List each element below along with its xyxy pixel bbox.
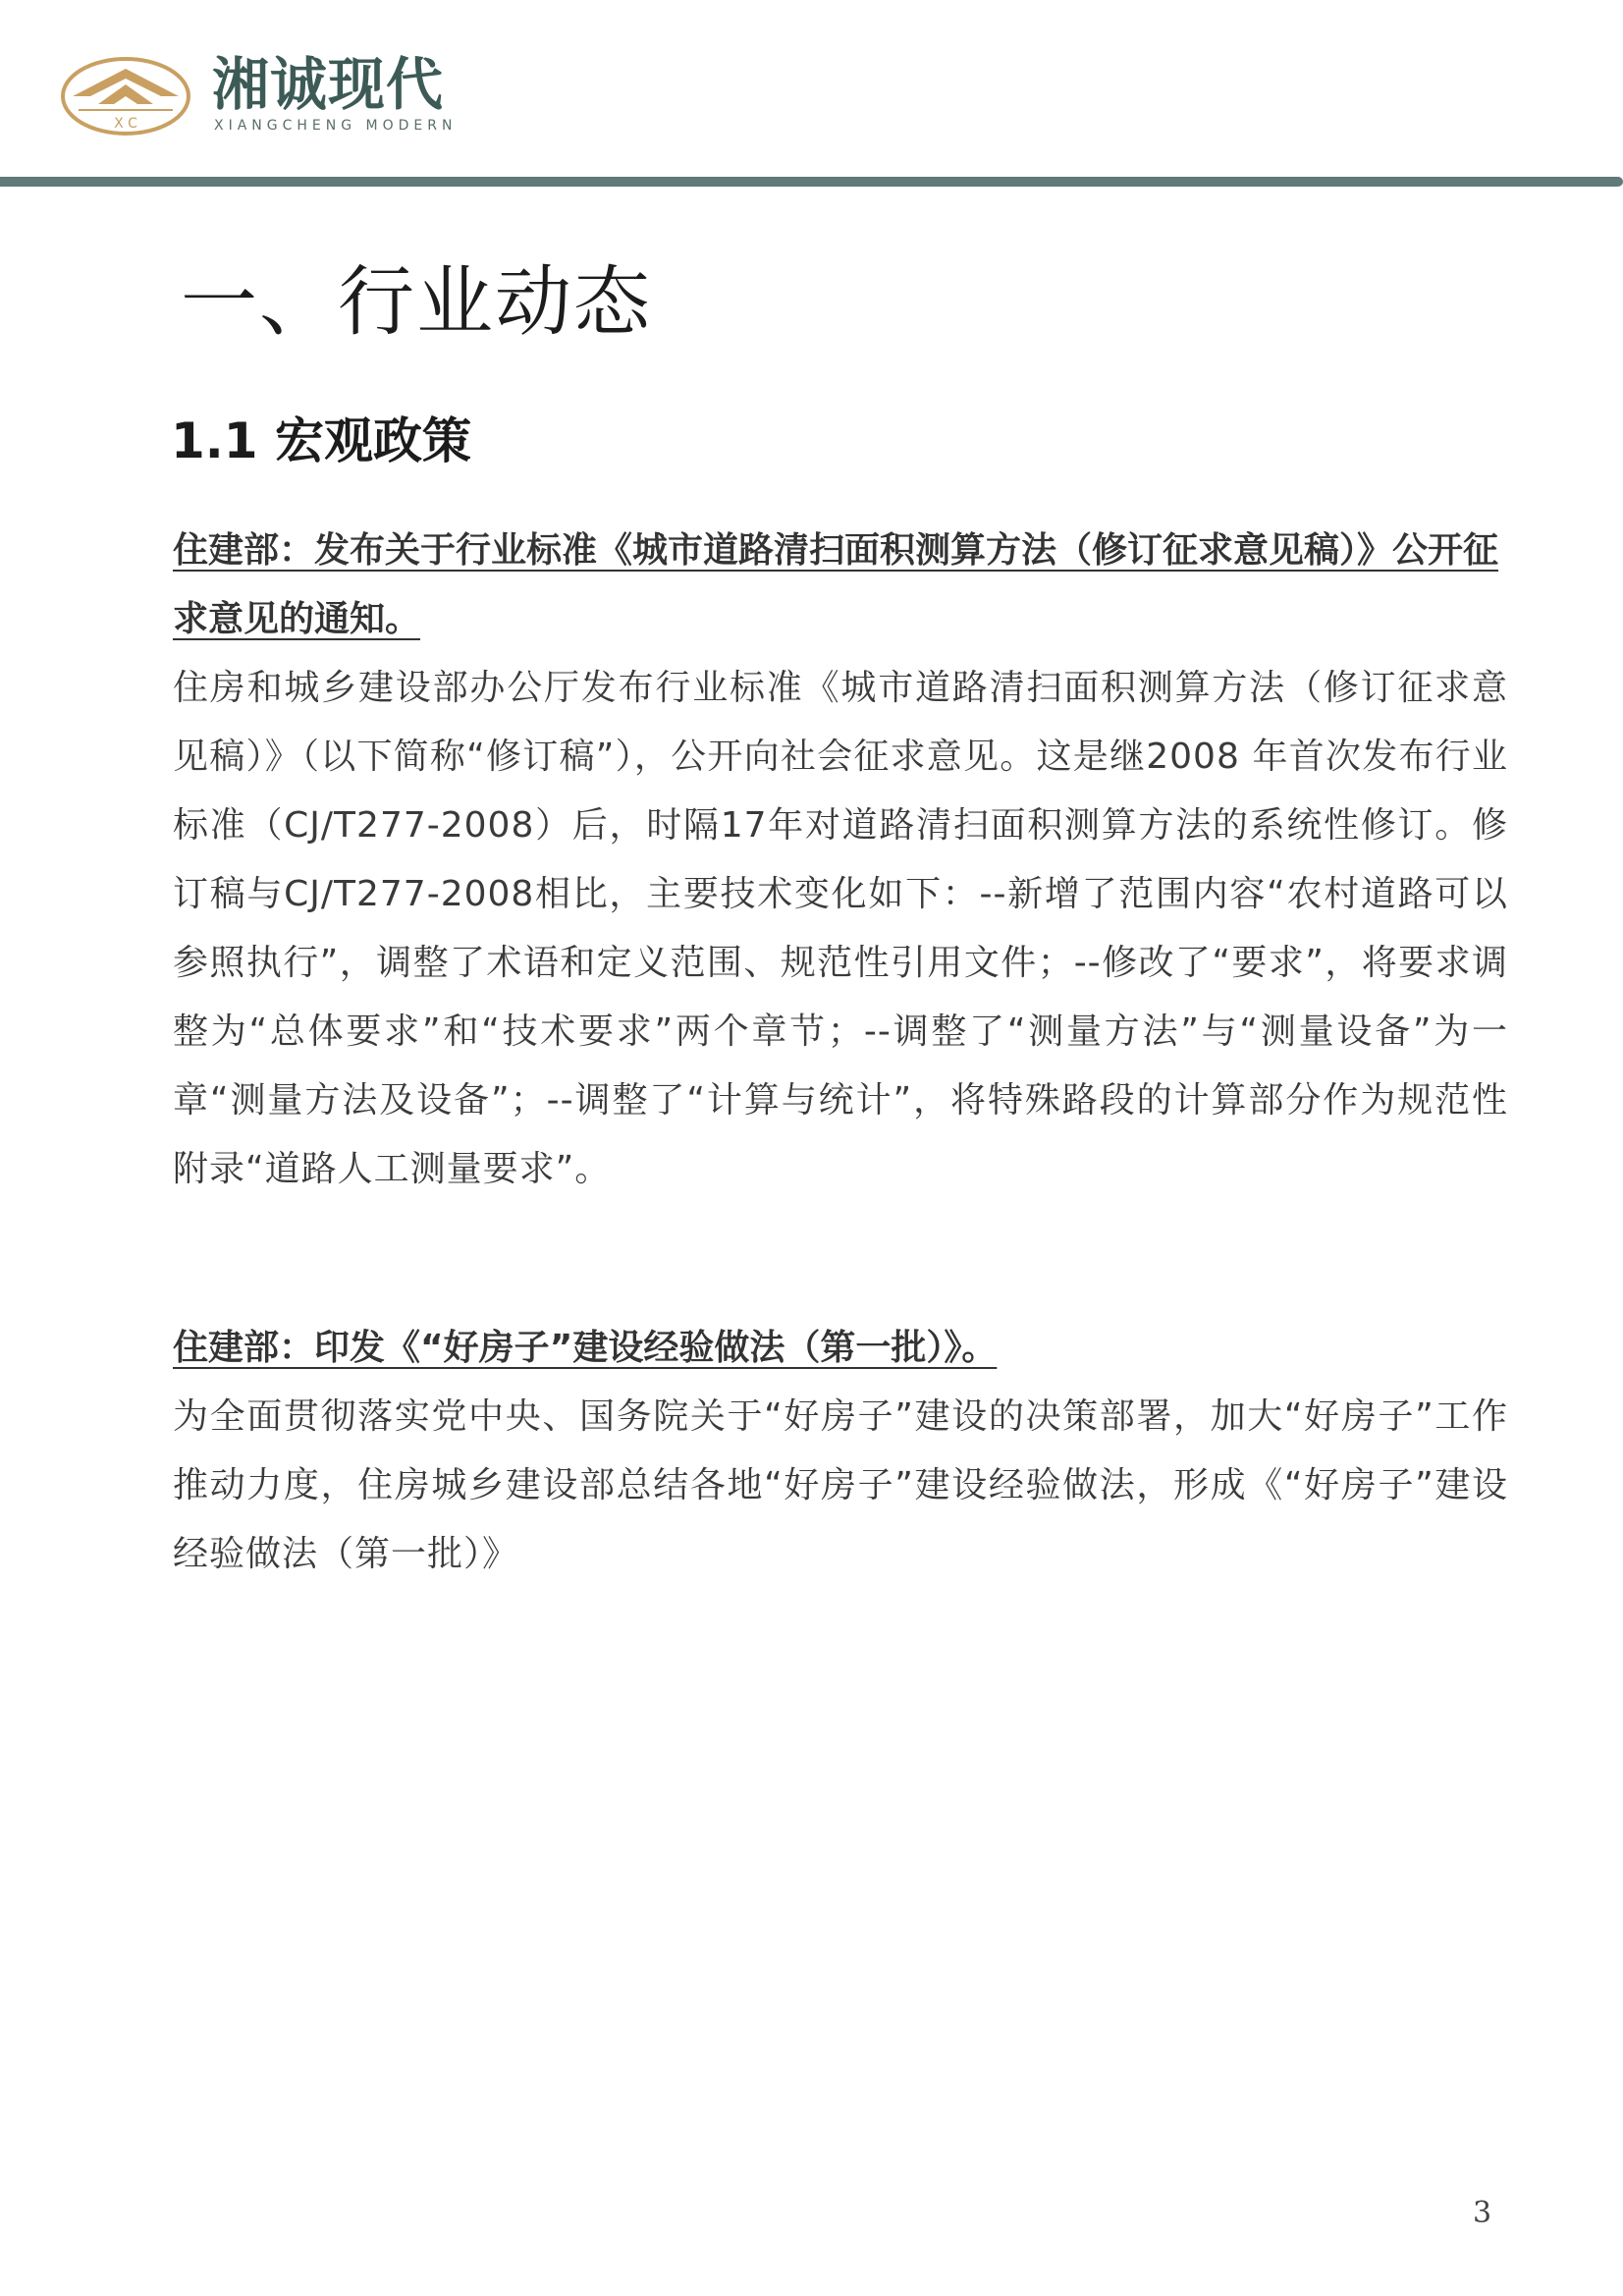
news-body: 为全面贯彻落实党中央、国务院关于“好房子”建设的决策部署，加大“好房子”工作推动力度，住房城乡建设部总结各地“好房子”建设经验做法，形成《“好房子”建设经验做法（第一批）》 xyxy=(173,1396,1508,1574)
brand-name-cn: 湘诚现代 xyxy=(212,51,445,118)
page-number: 3 xyxy=(1473,2196,1492,2230)
news-heading-text: 住建部：发布关于行业标准《城市道路清扫面积测算方法（修订征求意见稿）》公开征求意见的通知。 xyxy=(173,530,1499,639)
news-heading xyxy=(173,517,1508,654)
news-heading xyxy=(173,1314,1508,1383)
header-divider xyxy=(0,177,1623,187)
news-item xyxy=(173,1314,1508,1589)
logo-mark-text: X C xyxy=(114,116,137,132)
news-body: 住房和城乡建设部办公厅发布行业标准《城市道路清扫面积测算方法（修订征求意见稿）》（以下简称“修订稿”），公开向社会征求意见。这是继2008 年首次发布行业标准（CJ/T277-2008）后，时隔17年对道路清扫面积测算方法的系统性修订。修订稿与CJ/T277-2008相比，主要技术变化如下：--新增了范围内容“农村道路可以参照执行”，调整了术语和定义范围、规范性引用文件；--修改了“要求”，将要求调整为“总体要求”和“技术要求”两个章节；--调整了“测量方法”与“测量设备”为一章“测量方法及设备”；--调整了“计算与统计”，将特殊路段的计算部分作为规范性附录“道路人工测量要求”。 xyxy=(173,668,1508,1189)
xiangcheng-logo-icon xyxy=(59,55,192,137)
news-item xyxy=(173,517,1508,1204)
page-header xyxy=(0,0,1623,196)
section-title: 1.1 宏观政策 xyxy=(171,412,471,469)
chapter-title: 一、行业动态 xyxy=(181,258,653,347)
brand-name-en: XIANGCHENG MODERN xyxy=(214,118,458,134)
news-heading-text: 住建部：印发《“好房子”建设经验做法（第一批）》。 xyxy=(173,1328,998,1368)
